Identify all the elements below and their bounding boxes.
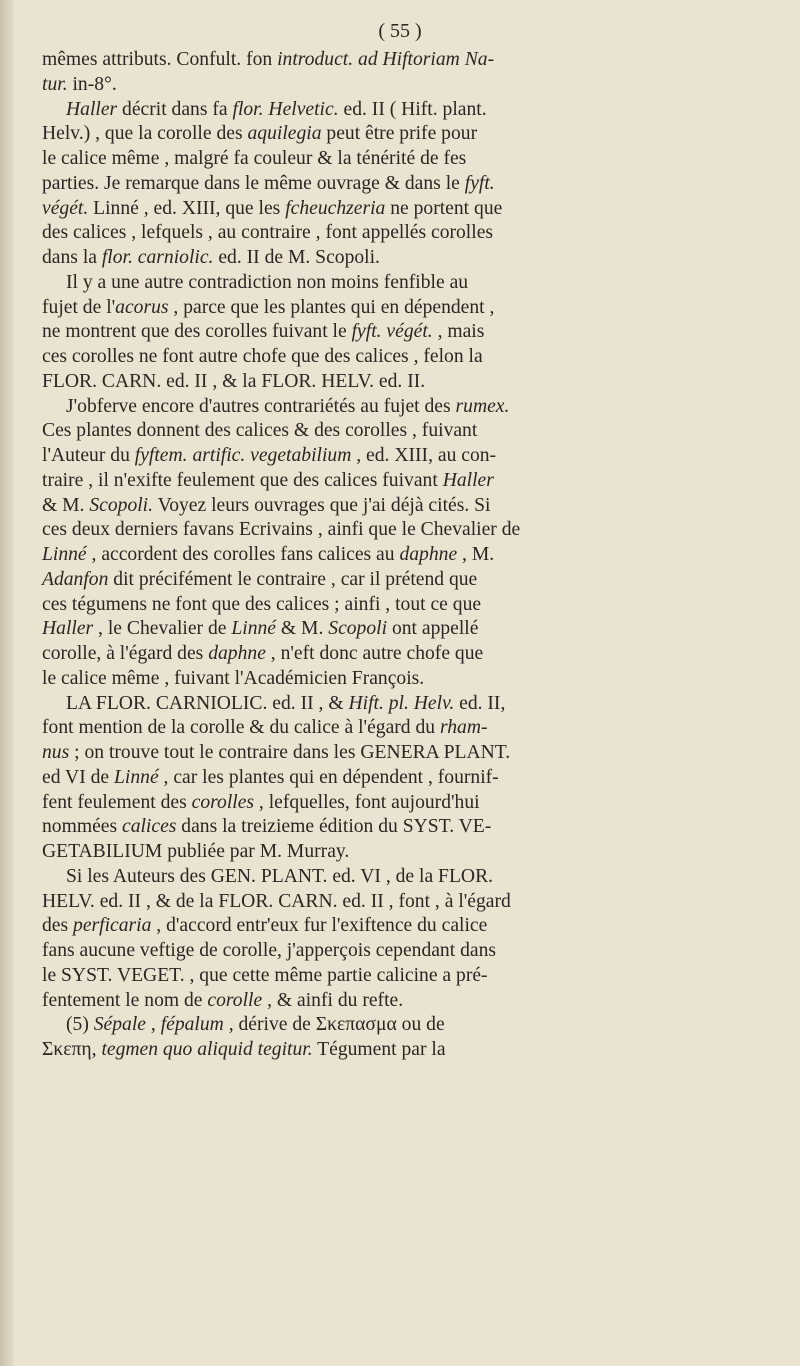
text-line: fent feulement des corolles , lefquelles, font aujourd'hui bbox=[42, 791, 480, 813]
text-line: Il y a une autre contradiction non moins fenfible au bbox=[66, 271, 469, 293]
text-line: fentement le nom de corolle , & ainfi du refte. bbox=[42, 989, 404, 1011]
text-line: HELV. ed. II , & de la FLOR. CARN. ed. II , font , à l'égard bbox=[42, 890, 511, 912]
text-line: le SYST. VEGET. , que cette même partie calicine a pré- bbox=[42, 964, 488, 986]
text-line: traire , il n'exifte feulement que des calices fuivant Haller bbox=[42, 469, 494, 491]
text-line: tur. in-8°. bbox=[42, 73, 117, 95]
text-line: J'obferve encore d'autres contrariétés au fujet des rumex. bbox=[66, 395, 510, 417]
text-line: Ces plantes donnent des calices & des corolles , fuivant bbox=[42, 420, 478, 442]
text-line: fans aucune veftige de corolle, j'apperçois cependant dans bbox=[42, 940, 496, 961]
text-line: ces corolles ne font autre chofe que des calices , felon la bbox=[42, 346, 483, 367]
book-page bbox=[42, 18, 798, 1063]
text-line: dans la flor. carniolic. ed. II de M. Scopoli. bbox=[42, 247, 380, 268]
text-line: LA FLOR. CARNIOLIC. ed. II , & Hift. pl. Helv. ed. II, bbox=[66, 692, 506, 714]
text-line: des perficaria , d'accord entr'eux fur l'exiftence du calice bbox=[42, 915, 488, 937]
text-line: Helv.) , que la corolle des aquilegia peut être prife pour bbox=[42, 123, 478, 145]
text-line: le calice même , malgré fa couleur & la ténérité de fes bbox=[42, 148, 467, 169]
text-line: FLOR. CARN. ed. II , & la FLOR. HELV. ed. II. bbox=[42, 370, 426, 392]
text-line: fujet de l'acorus , parce que les plantes qui en dépendent , bbox=[42, 296, 495, 318]
text-line: font mention de la corolle & du calice à l'égard du rham- bbox=[42, 717, 488, 739]
book-binding-edge bbox=[0, 0, 14, 1366]
text-line: parties. Je remarque dans le même ouvrage & dans le fyft. bbox=[42, 172, 495, 194]
page-number: ( 55 ) bbox=[378, 20, 422, 42]
text-line: & M. Scopoli. Voyez leurs ouvrages que j'ai déjà cités. Si bbox=[42, 494, 491, 516]
text-line: Haller décrit dans fa flor. Helvetic. ed. II ( Hift. plant. bbox=[66, 98, 487, 120]
text-line: (5) Sépale , fépalum , dérive de Σκεπασμα ou de bbox=[66, 1014, 445, 1036]
text-line: Linné , accordent des corolles fans calices au daphne , M. bbox=[42, 544, 495, 565]
text-line: des calices , lefquels , au contraire , font appellés corolles bbox=[42, 222, 494, 244]
text-line: Σκεπη, tegmen quo aliquid tegitur. Tégument par la bbox=[42, 1039, 446, 1060]
text-line: le calice même , fuivant l'Académicien François. bbox=[42, 667, 425, 689]
text-line: ne montrent que des corolles fuivant le fyft. végét. , mais bbox=[42, 321, 485, 343]
page-text-body bbox=[42, 48, 798, 1063]
text-line: ces deux derniers favans Ecrivains , ainfi que le Chevalier de bbox=[42, 519, 521, 541]
text-line: ed VI de Linné , car les plantes qui en dépendent , fournif- bbox=[42, 766, 499, 788]
text-line: Adanfon dit précifément le contraire , car il prétend que bbox=[42, 568, 478, 590]
text-line: corolle, à l'égard des daphne , n'eft donc autre chofe que bbox=[42, 643, 484, 664]
text-line: Si les Auteurs des GEN. PLANT. ed. VI , de la FLOR. bbox=[66, 865, 494, 887]
text-line: Haller , le Chevalier de Linné & M. Scopoli ont appellé bbox=[42, 618, 479, 640]
text-line: l'Auteur du fyftem. artific. vegetabilium , ed. XIII, au con- bbox=[42, 445, 497, 466]
text-line: nommées calices dans la treizieme édition du SYST. VE- bbox=[42, 816, 492, 838]
text-line: mêmes attributs. Confult. fon introduct. ad Hiftoriam Na- bbox=[42, 49, 495, 70]
text-line: nus ; on trouve tout le contraire dans les GENERA PLANT. bbox=[42, 742, 511, 763]
text-line: GETABILIUM publiée par M. Murray. bbox=[42, 841, 350, 862]
text-line: végét. Linné , ed. XIII, que les fcheuchzeria ne portent que bbox=[42, 197, 503, 219]
text-line: ces tégumens ne font que des calices ; ainfi , tout ce que bbox=[42, 593, 482, 615]
